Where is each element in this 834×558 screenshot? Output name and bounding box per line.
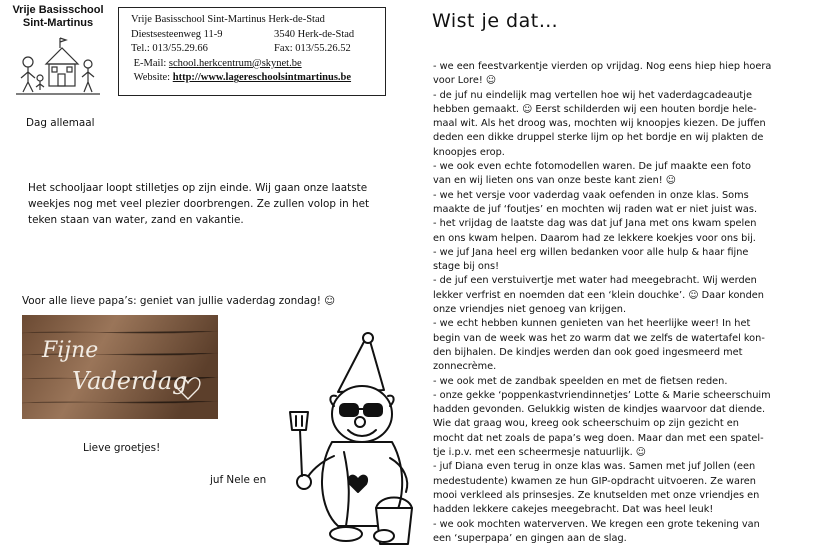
list-item: - de juf een verstuivertje met water had meegebracht. Wij werden lekker verfrist en noemden dat een ‘klein douchke’. ☺ Daar konden onze vriendjes niet genoeg van krijgen. [433,275,764,316]
email-label: E-Mail: [133,57,167,69]
website-label: Website: [133,72,171,84]
list-item: - het vrijdag de laatste dag was dat juf Jana met ons kwam spelen en ons kwam helpen. Daarom had ze lekkere koekjes voor ons bij. [433,218,757,244]
school-fax: Fax: 013/55.26.52 [274,43,351,55]
logo-title-line2: Sint-Martinus [22,17,94,29]
list-item: - we juf Jana heel erg willen bedanken voor alle hulp & haar fijne stage bij ons! [433,246,749,273]
school-logo [8,4,108,104]
card-text-vaderdag: Vaderdag [72,367,188,395]
school-street: Diestsesteenweg 11-9 [131,28,223,40]
list-item: - juf Diana even terug in onze klas was. Samen met juf Jollen (een medestudente) kwamen ze hun GIP-opdracht uitvoeren. Ze waren mooi verkleed als prinsesjes. Ze knutselden met onze vriendjes en hadden lekkere cakejes meegebracht. Dat was heel leuk! [433,461,760,516]
school-name: Vrije Basisschool Sint-Martinus Herk-de-Stad [131,14,325,25]
school-city: 3540 Herk-de-Stad [274,28,355,40]
list-item: - we echt hebben kunnen genieten van het heerlijke weer! In het begin van de week was het zo warm dat we zelfs de watertafel kon- den bijhalen. De kindjes werden dan ook goed ingesmeerd met zonnecrème. [433,318,765,373]
school-address-box [118,7,386,96]
school-drawing-icon [16,34,100,96]
list-item: - we het versje voor vaderdag vaak oefenden in onze klas. Soms maakte de juf ‘foutjes’ en mochten wij raden wat er niet juist was. [433,189,758,215]
list-item: - we ook even echte fotomodellen waren. De juf maakte een foto van en wij lieten ons van onze beste kant zien! ☺ [433,161,752,187]
website-link[interactable]: http://www.lagereschoolsintmartinus.be [172,72,352,84]
wist-je-dat-title: Wist je dat… [432,10,559,32]
greeting: Dag allemaal [26,117,95,129]
wist-je-dat-list [433,60,828,546]
email-link[interactable]: school.herkcentrum@skynet.be [168,57,302,69]
signature: juf Nele en [210,474,267,486]
list-item: - we een feestvarkentje vierden op vrijdag. Nog eens hiep hiep hoera voor Lore! ☺ [433,61,772,87]
closing-line: Lieve groetjes! [83,442,161,454]
clown-with-bucket-icon [280,330,430,552]
card-text-fijne: Fijne [42,338,99,363]
fathers-day-card-image [22,315,218,419]
list-item: - we ook mochten waterverven. We kregen een grote tekening van een ‘superpapa’ en gingen aan de slag. [433,518,760,544]
list-item: - de juf nu eindelijk mag vertellen hoe wij het vaderdagcadeautje hebben gemaakt. ☺ Eerst schilderden wij een houten bordje hele- maal wit. Als het droog was, mochten wij knoopjes kiezen. De juffen deden een dikke druppel sterke lijm op het bordje en wij plakten de knoopjes erop. [433,89,766,158]
logo-title-line1: Vrije Basisschool [12,4,104,16]
fathers-day-line: Voor alle lieve papa’s: geniet van jullie vaderdag zondag! ☺ [22,295,336,307]
intro-paragraph: Het schooljaar loopt stilletjes op zijn einde. Wij gaan onze laatste weekjes nog met veel plezier doorbrengen. Ze zullen volop in het teken staan van water, zand en vakantie. [28,182,370,226]
list-item: - onze gekke ‘poppenkastvriendinnetjes’ Lotte & Marie scheerschuim hadden gevonden. Gelukkig wisten de kindjes waarvoor dat diende. Wie dat graag wou, kreeg ook scheerschuim op zijn gezicht en mocht dat net zoals de papa’s weg doen. Maar dan met een spatel- tje i.p.v. met een scheermesje natuurlijk. ☺ [433,389,771,459]
school-tel: Tel.: 013/55.29.66 [131,43,208,55]
list-item: - we ook met de zandbak speelden en met de fietsen reden. [433,375,728,387]
